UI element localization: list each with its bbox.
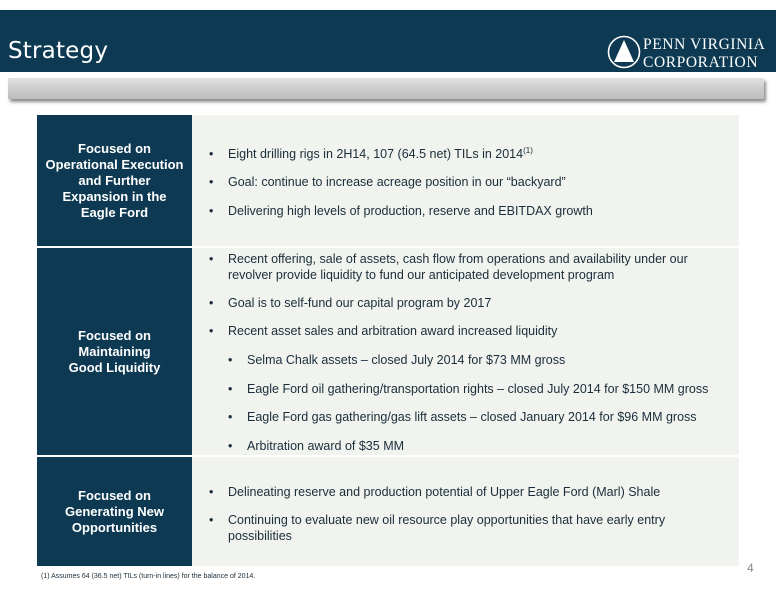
strategy-row-liquidity: [37, 248, 739, 455]
page-number: 4: [747, 561, 754, 575]
company-logo: [607, 35, 767, 75]
header-bar: [0, 10, 776, 72]
row-body-liquidity: • Recent offering, sale of assets, cash flow from operations and availability under our revolver provide liquidity to fund our anticipated development program • Goal is to self-fund our capital program by 2017 • Recent asset sales and arbitration award increased liquidity • Selma Chalk assets – closed July 2014 for $73 MM gross • Eagle Ford oil gathering/transportation rights – closed July 2014 for $150 MM gross • Eagle Ford gas gathering/gas lift assets – closed January 2014 for $96 MM gross • Arbitration award of $35 MM: [192, 248, 739, 455]
row-label-operational: Focused on Operational Execution and Further Expansion in the Eagle Ford: [37, 115, 192, 246]
row-body-operational: • Eight drilling rigs in 2H14, 107 (64.5 net) TILs in 2014$^{(1)}$ • Goal: continue to increase acreage position in our “backyard” • Delivering high levels of production, reserve and EBITDAX growth: [192, 115, 739, 246]
row-label-opportunities: Focused on Generating New Opportunities: [37, 457, 192, 566]
row-body-opportunities: • Delineating reserve and production potential of Upper Eagle Ford (Marl) Shale • Continuing to evaluate new oil resource play opportunities that have early entry possibilities: [192, 457, 739, 566]
strategy-row-operational: [37, 115, 739, 246]
page-title: Strategy: [8, 38, 109, 64]
title-underline-bar: [8, 78, 764, 99]
logo-text-line1: PENN VIRGINIA: [643, 36, 766, 53]
strategy-row-opportunities: [37, 457, 739, 566]
row-label-liquidity: Focused on Maintaining Good Liquidity: [37, 248, 192, 455]
pyramid-logo-icon: [607, 35, 641, 69]
logo-text-line2: CORPORATION: [643, 54, 759, 71]
footnote: (1) Assumes 64 (36.5 net) TILs (turn-in lines) for the balance of 2014.: [41, 573, 256, 580]
